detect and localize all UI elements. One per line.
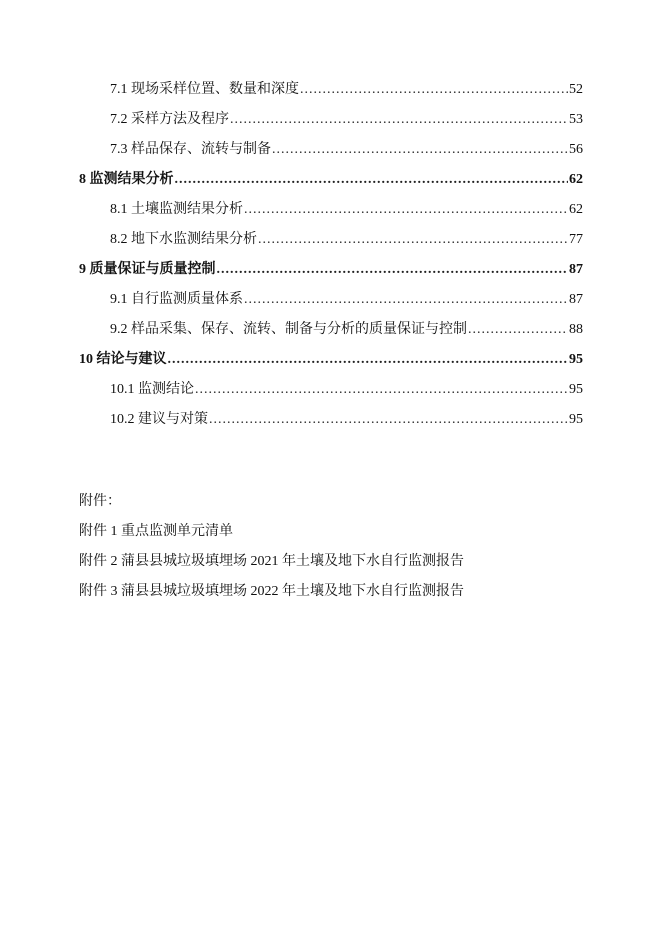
toc-entry-8-1[interactable]: [79, 195, 583, 225]
toc-entry-title: 8.1 土壤监测结果分析: [110, 202, 243, 217]
toc-entry-10-1[interactable]: [79, 375, 583, 405]
toc-dot-leader: [195, 375, 568, 405]
toc-dot-leader: [230, 105, 568, 135]
toc-dot-leader: [244, 195, 568, 225]
toc-page-number: 95: [569, 412, 583, 427]
toc-entry-title: 9.1 自行监测质量体系: [110, 292, 243, 307]
toc-entry-8-2[interactable]: [79, 225, 583, 255]
table-of-contents: [79, 75, 583, 435]
toc-entry-title: 7.3 样品保存、流转与制备: [110, 142, 271, 157]
toc-entry-title: 7.2 采样方法及程序: [110, 112, 229, 127]
appendix-section: [79, 487, 599, 607]
toc-page-number: 53: [569, 112, 583, 127]
toc-dot-leader: [244, 285, 568, 315]
toc-dot-leader: [300, 75, 568, 105]
toc-entry-title: 8 监测结果分析: [79, 172, 174, 187]
toc-entry-title: 10.1 监测结论: [110, 382, 194, 397]
toc-entry-title: 9 质量保证与质量控制: [79, 262, 216, 277]
toc-entry-7-1[interactable]: [79, 75, 583, 105]
toc-entry-chapter-8[interactable]: [79, 165, 583, 195]
toc-entry-7-2[interactable]: [79, 105, 583, 135]
toc-page-number: 95: [569, 382, 583, 397]
toc-entry-chapter-9[interactable]: [79, 255, 583, 285]
toc-dot-leader: [258, 225, 568, 255]
toc-page-number: 87: [569, 292, 583, 307]
toc-page-number: 52: [569, 82, 583, 97]
toc-entry-title: 9.2 样品采集、保存、流转、制备与分析的质量保证与控制: [110, 322, 467, 337]
toc-page-number: 62: [569, 202, 583, 217]
toc-entry-title: 10.2 建议与对策: [110, 412, 208, 427]
toc-page-number: 87: [569, 262, 583, 277]
toc-entry-title: 7.1 现场采样位置、数量和深度: [110, 82, 299, 97]
appendix-item: 附件 3 蒲县县城垃圾填埋场 2022 年土壤及地下水自行监测报告: [79, 584, 464, 599]
toc-dot-leader: [217, 255, 569, 285]
toc-entry-10-2[interactable]: [79, 405, 583, 435]
toc-entry-9-2[interactable]: [79, 315, 583, 345]
toc-dot-leader: [272, 135, 568, 165]
toc-dot-leader: [175, 165, 569, 195]
toc-page-number: 56: [569, 142, 583, 157]
toc-entry-title: 8.2 地下水监测结果分析: [110, 232, 257, 247]
appendix-item: 附件 2 蒲县县城垃圾填埋场 2021 年土壤及地下水自行监测报告: [79, 554, 464, 569]
appendix-item: 附件 1 重点监测单元清单: [79, 524, 233, 539]
toc-page-number: 62: [569, 172, 583, 187]
toc-entry-9-1[interactable]: [79, 285, 583, 315]
toc-dot-leader: [209, 405, 568, 435]
toc-page-number: 95: [569, 352, 583, 367]
toc-entry-7-3[interactable]: [79, 135, 583, 165]
toc-entry-title: 10 结论与建议: [79, 352, 167, 367]
toc-page-number: 77: [569, 232, 583, 247]
appendix-heading: 附件：: [79, 494, 121, 509]
toc-entry-chapter-10[interactable]: [79, 345, 583, 375]
toc-dot-leader: [468, 315, 568, 345]
toc-dot-leader: [168, 345, 569, 375]
toc-page-number: 88: [569, 322, 583, 337]
